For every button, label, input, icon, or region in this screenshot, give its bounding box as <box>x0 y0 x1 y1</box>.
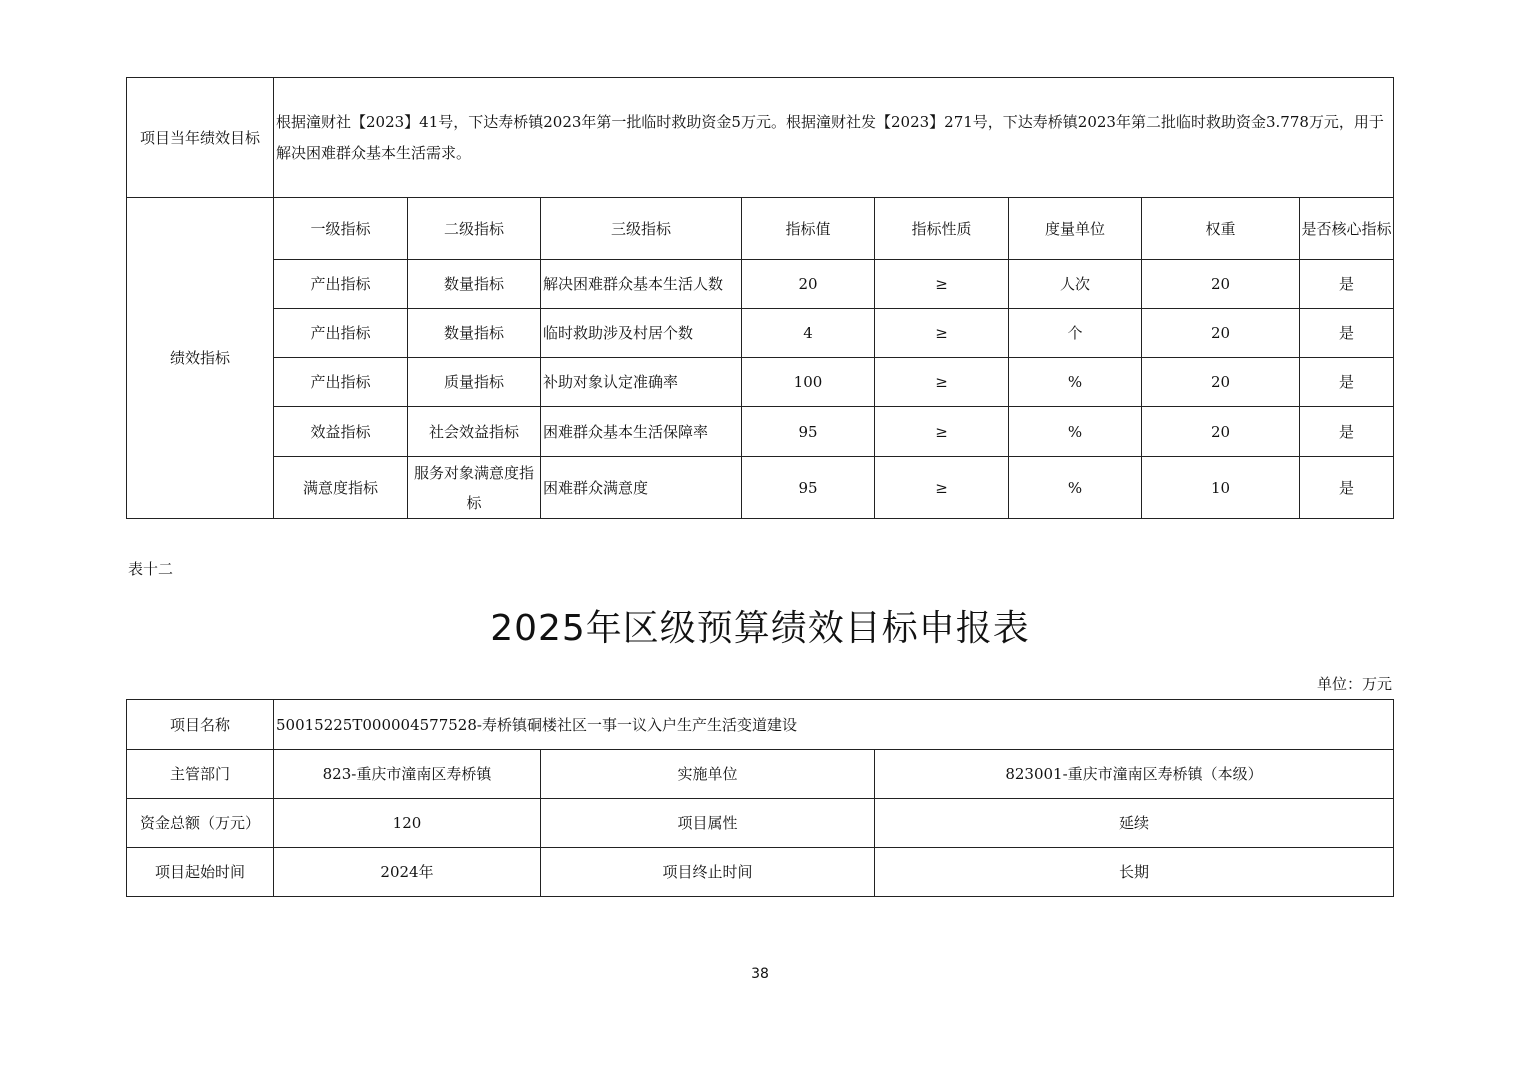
dept-value: 823-重庆市潼南区寿桥镇 <box>274 750 541 799</box>
table-cell: 20 <box>1142 407 1300 457</box>
table-cell: 质量指标 <box>408 358 541 407</box>
table-cell: 效益指标 <box>274 407 408 457</box>
table-cell: 10 <box>1142 457 1300 519</box>
table-cell: 产出指标 <box>274 358 408 407</box>
table-cell: % <box>1009 358 1142 407</box>
table-cell: 数量指标 <box>408 309 541 358</box>
header-cell: 指标值 <box>742 198 875 260</box>
table-cell: 是 <box>1300 358 1394 407</box>
table-cell: 20 <box>742 260 875 309</box>
table-cell: 困难群众基本生活保障率 <box>541 407 742 457</box>
table-cell: 20 <box>1142 309 1300 358</box>
header-cell: 二级指标 <box>408 198 541 260</box>
table-row <box>127 260 1394 309</box>
goal-label: 项目当年绩效目标 <box>127 78 274 198</box>
table-cell: ≥ <box>875 260 1009 309</box>
table-row <box>127 358 1394 407</box>
table-cell: 20 <box>1142 358 1300 407</box>
header-cell: 是否核心指标 <box>1300 198 1394 260</box>
table-cell: ≥ <box>875 309 1009 358</box>
table-cell: 个 <box>1009 309 1142 358</box>
table-cell: % <box>1009 457 1142 519</box>
table-cell: 是 <box>1300 260 1394 309</box>
table-cell: 人次 <box>1009 260 1142 309</box>
table-cell: 95 <box>742 407 875 457</box>
table-row <box>127 407 1394 457</box>
performance-indicator-table <box>126 77 1394 519</box>
table-cell: 服务对象满意度指标 <box>408 457 541 519</box>
header-cell: 权重 <box>1142 198 1300 260</box>
impl-label: 实施单位 <box>541 750 875 799</box>
table-cell: 满意度指标 <box>274 457 408 519</box>
table-cell: 是 <box>1300 309 1394 358</box>
table-cell: % <box>1009 407 1142 457</box>
table-cell: 是 <box>1300 407 1394 457</box>
table-cell: 补助对象认定准确率 <box>541 358 742 407</box>
header-cell: 指标性质 <box>875 198 1009 260</box>
budget-report-table <box>126 699 1394 897</box>
attr-value: 延续 <box>875 799 1394 848</box>
table-row <box>127 309 1394 358</box>
table-cell: 困难群众满意度 <box>541 457 742 519</box>
table-cell: 是 <box>1300 457 1394 519</box>
end-value: 长期 <box>875 848 1394 897</box>
table-cell: 解决困难群众基本生活人数 <box>541 260 742 309</box>
table-cell: 产出指标 <box>274 309 408 358</box>
table-cell: 数量指标 <box>408 260 541 309</box>
impl-value: 823001-重庆市潼南区寿桥镇（本级） <box>875 750 1394 799</box>
indicator-label: 绩效指标 <box>127 198 274 519</box>
dept-label: 主管部门 <box>127 750 274 799</box>
table-cell: 20 <box>1142 260 1300 309</box>
table-cell: 临时救助涉及村居个数 <box>541 309 742 358</box>
report-title: 2025年区级预算绩效目标申报表 <box>490 608 1030 649</box>
table-cell: ≥ <box>875 457 1009 519</box>
fund-label: 资金总额（万元） <box>127 799 274 848</box>
page-number: 38 <box>751 966 769 982</box>
table-cell: 100 <box>742 358 875 407</box>
table-row <box>127 457 1394 519</box>
fund-value: 120 <box>274 799 541 848</box>
header-cell: 三级指标 <box>541 198 742 260</box>
attr-label: 项目属性 <box>541 799 875 848</box>
table-cell: 95 <box>742 457 875 519</box>
table-cell: ≥ <box>875 358 1009 407</box>
start-value: 2024年 <box>274 848 541 897</box>
table-caption: 表十二 <box>128 560 174 578</box>
header-cell: 一级指标 <box>274 198 408 260</box>
end-label: 项目终止时间 <box>541 848 875 897</box>
start-label: 项目起始时间 <box>127 848 274 897</box>
table-cell: ≥ <box>875 407 1009 457</box>
header-cell: 度量单位 <box>1009 198 1142 260</box>
table-cell: 社会效益指标 <box>408 407 541 457</box>
project-name-value: 50015225T000004577528-寿桥镇硐楼社区一事一议入户生产生活变道建设 <box>274 700 1394 750</box>
table-cell: 4 <box>742 309 875 358</box>
table-cell: 产出指标 <box>274 260 408 309</box>
unit-label: 单位：万元 <box>1316 675 1392 693</box>
goal-text: 根据潼财社【2023】41号，下达寿桥镇2023年第一批临时救助资金5万元。根据潼财社发【2023】271号，下达寿桥镇2023年第二批临时救助资金3.778万元，用于解决困难群众基本生活需求。 <box>274 78 1394 198</box>
project-name-label: 项目名称 <box>127 700 274 750</box>
